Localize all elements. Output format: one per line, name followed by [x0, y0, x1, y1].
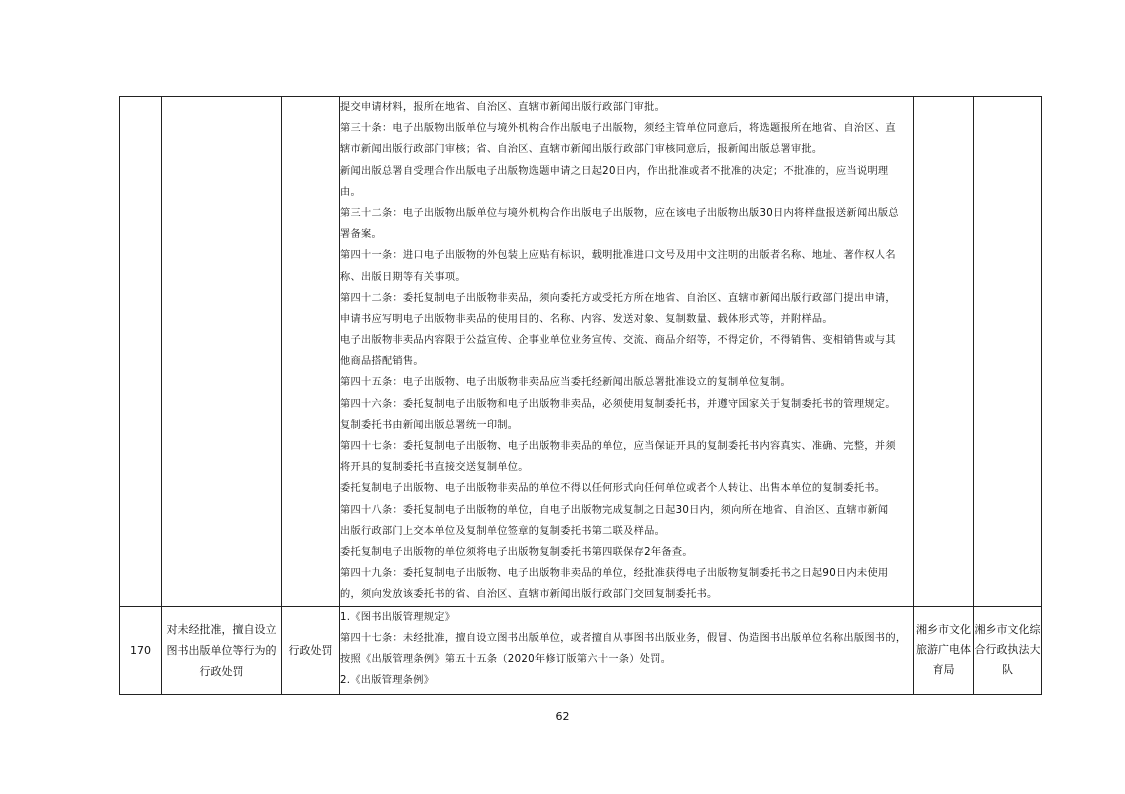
enforcer-cell: [974, 97, 1042, 607]
law-text-line: 委托复制电子出版物、电子出版物非卖品的单位不得以任何形式向任何单位或者个人转让、出售本单位的复制委托书。: [340, 483, 886, 495]
enforcement-unit: 湘乡市文化综合行政执法大队: [974, 606, 1042, 694]
law-basis-cell: [340, 97, 914, 607]
law-text-line: 申请书应写明电子出版物非卖品的使用目的、名称、内容、发送对象、复制数量、载体形式等，并附样品。: [340, 313, 833, 325]
law-text-line: 第四十八条：委托复制电子出版物的单位，自电子出版物完成复制之日起30日内，须向所在地省、自治区、直辖市新闻: [340, 504, 889, 516]
dept-cell: [914, 97, 974, 607]
item-type: 行政处罚: [282, 606, 340, 694]
law-text-line: 由。: [340, 186, 361, 198]
law-text-line: 第四十九条：委托复制电子出版物、电子出版物非卖品的单位，经批准获得电子出版物复制委托书之日起90日内未使用: [340, 568, 889, 580]
law-text-line: 第三十二条：电子出版物出版单位与境外机构合作出版电子出版物，应在该电子出版物出版30日内将样盘报送新闻出版总: [340, 207, 899, 219]
row-number-cell: [120, 97, 162, 607]
item-cell: [162, 97, 282, 607]
law-basis-cell: [340, 606, 914, 694]
page-number: 62: [555, 710, 570, 723]
law-text-line: 的，须向发放该委托书的省、自治区、直辖市新闻出版行政部门交回复制委托书。: [340, 589, 718, 601]
document-table: [119, 96, 1042, 695]
type-cell: [282, 97, 340, 607]
law-text-line: 辖市新闻出版行政部门审核；省、自治区、直辖市新闻出版行政部门审核同意后，报新闻出版总署审批。: [340, 144, 823, 156]
law-text-line: 2.《出版管理条例》: [340, 675, 435, 687]
table-row: [120, 97, 1042, 607]
row-number: 170: [120, 606, 162, 694]
law-text-line: 署备案。: [340, 229, 382, 241]
law-text-line: 第四十五条：电子出版物、电子出版物非卖品应当委托经新闻出版总署批准设立的复制单位复制。: [340, 377, 791, 389]
law-text-line: 电子出版物非卖品内容限于公益宣传、企事业单位业务宣传、交流、商品介绍等，不得定价，不得销售、变相销售或与其: [340, 335, 896, 347]
law-text-line: 将开具的复制委托书直接交送复制单位。: [340, 462, 529, 474]
law-text-line: 1.《图书出版管理规定》: [340, 611, 456, 623]
law-text-line: 按照《出版管理条例》第五十五条（2020年修订版第六十一条）处罚。: [340, 653, 672, 665]
table-row: [120, 606, 1042, 694]
law-text-line: 复制委托书由新闻出版总署统一印制。: [340, 419, 519, 431]
law-text-line: 他商品搭配销售。: [340, 356, 424, 368]
item-name: 对未经批准，擅自设立图书出版单位等行为的行政处罚: [162, 606, 282, 694]
law-text-line: 第四十二条：委托复制电子出版物非卖品，须向委托方或受托方所在地省、自治区、直辖市新闻出版行政部门提出申请，: [340, 292, 896, 304]
law-text-line: 第三十条：电子出版物出版单位与境外机构合作出版电子出版物，须经主管单位同意后，将选题报所在地省、自治区、直: [340, 123, 896, 135]
law-text-line: 第四十七条：委托复制电子出版物、电子出版物非卖品的单位，应当保证开具的复制委托书内容真实、准确、完整，并须: [340, 441, 896, 452]
law-text-line: 第四十一条：进口电子出版物的外包装上应贴有标识，载明批准进口文号及用中文注明的出版者名称、地址、著作权人名: [340, 250, 896, 262]
responsible-dept: 湘乡市文化旅游广电体育局: [914, 606, 974, 694]
law-text-line: 提交申请材料，报所在地省、自治区、直辖市新闻出版行政部门审批。: [340, 102, 666, 113]
law-text-line: 委托复制电子出版物的单位须将电子出版物复制委托书第四联保存2年备查。: [340, 546, 693, 558]
law-text-line: 新闻出版总署自受理合作出版电子出版物选题申请之日起20日内，作出批准或者不批准的决定；不批准的，应当说明理: [340, 165, 889, 177]
law-text-line: 第四十六条：委托复制电子出版物和电子出版物非卖品，必须使用复制委托书，并遵守国家关于复制委托书的管理规定。: [340, 398, 896, 410]
law-text-line: 第四十七条：未经批准，擅自设立图书出版单位，或者擅自从事图书出版业务，假冒、伪造图书出版单位名称出版图书的，: [340, 632, 907, 644]
law-text-line: 出版行政部门上交本单位及复制单位签章的复制委托书第二联及样品。: [340, 525, 666, 537]
law-text-line: 称、出版日期等有关事项。: [340, 271, 466, 283]
